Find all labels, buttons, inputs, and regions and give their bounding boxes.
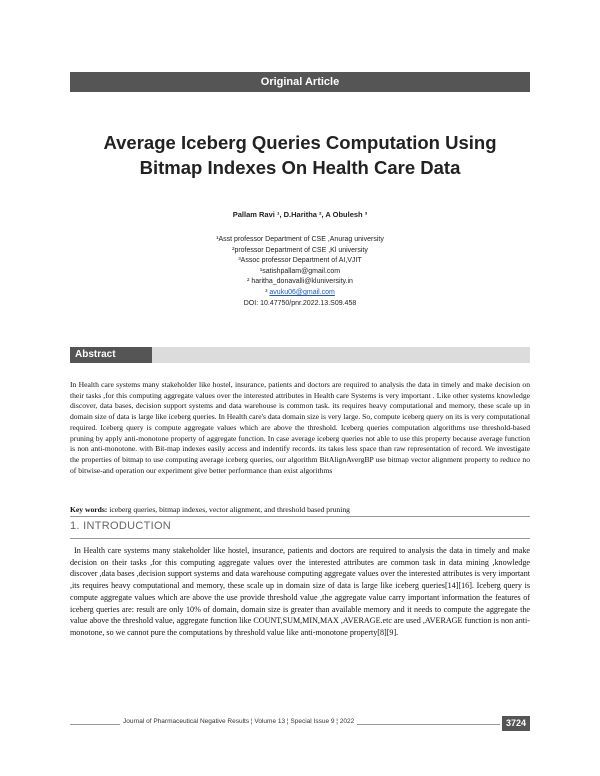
- paper-title-line-2: Bitmap Indexes On Health Care Data: [139, 157, 461, 178]
- abstract-header-bar: [70, 347, 530, 363]
- keywords-text: iceberg queries, bitmap indexes, vector alignment, and threshold based pruning: [107, 505, 350, 514]
- affiliation-1: ¹Asst professor Department of CSE ,Anurag university: [216, 236, 384, 243]
- author-email-1: ¹satishpallam@gmail.com: [259, 267, 341, 275]
- section-divider-top: [70, 516, 530, 517]
- paper-title-line-1: Average Iceberg Queries Computation Using: [103, 132, 497, 153]
- doi: DOI: 10.47750/pnr.2022.13.S09.458: [243, 299, 357, 307]
- affiliations: [70, 235, 530, 309]
- author-email-3-prefix: ³: [265, 288, 270, 296]
- keywords-label: Key words:: [70, 505, 108, 514]
- section-heading-introduction: 1. INTRODUCTION: [70, 520, 172, 532]
- keywords: [70, 505, 530, 515]
- affiliation-2: ²professor Department of CSE ,Kl university: [232, 246, 368, 254]
- section-divider-bottom: [70, 538, 530, 539]
- author-list: Pallam Ravi ¹, D.Haritha ², A Obulesh ³: [232, 210, 368, 219]
- introduction-text: In Health care systems many stakeholder like hostel, insurance, patients and doctors are required to analysis the data in timely and make decision on their tasks ,for this computing aggregate values over the interested attributes are common task in data mining ,knowledge discover ,data bases ,decision support systems and data warehouse computing aggregate values over the interested attributes is very important ,its requires heavy computational and memory, these scale up in domain size of data is large like iceberg queries[14][16]. Iceberg query is compute aggregate values which are above the use provide threshold value ,the aggregate value carry important information the features of iceberg queries are: result are only 10% of domain, domain size is greater than available memory and it needs to compute the aggregate the value above the threshold value, aggregate function like COUNT,SUM,MIN,MAX ,AVERAGE.etc are used ,AVERAGE function is non anti-monotone, so we cannot pure the computations by threshold value like anti-monotone property[8][9].: [70, 546, 530, 637]
- abstract-heading: Abstract: [70, 347, 152, 363]
- article-type-banner: [70, 72, 530, 92]
- affiliation-3: ³Assoc professor Department of AI,VJIT: [238, 257, 362, 265]
- footer-journal-info: Journal of Pharmaceutical Negative Results ¦ Volume 13 ¦ Special Issue 9 ¦ 2022: [120, 718, 357, 725]
- author-email-3-link[interactable]: avuku06@gmail.com: [269, 288, 335, 296]
- author-email-2: ² haritha_donavalli@kluniversity.in: [247, 278, 353, 286]
- author-email-3: [70, 288, 530, 299]
- page-footer: [70, 716, 530, 732]
- paper-title: [70, 130, 530, 180]
- page-number: 3724: [502, 716, 530, 731]
- abstract-text: In Health care systems many stakeholder like hostel, insurance, patients and doctors are required to analysis the data in timely and make decision on their tasks ,for this computing aggregate values over the interested attributes in Health care Systems is very important . Like other systems knowledge discover, data bases, decision support systems and data warehouse is common task. its requires heavy computational and memory, these scale up in domain size of data is large like iceberg queries. In Health care's data domain size is very large. So, compute iceberg query on its is very computational required. Iceberg query is compute aggregate values which are above the threshold. Iceberg queries computation algorithms use threshold-based pruning by apply anti-monotone property of aggregate function. In case average iceberg queries not able to use this property because average function is non anti-monotone. with Bit-map indexes easily access and indentify records. its takes less space than raw representation of record. We investigate the properties of bitmap to use computing average iceberg queries, our algorithm BitAlignAvergBP use bitmap vector alignment property to reduce no of bitwise-and operation our experiment give better performance than exist algorithms: [70, 380, 530, 475]
- article-type-label: Original Article: [260, 76, 340, 88]
